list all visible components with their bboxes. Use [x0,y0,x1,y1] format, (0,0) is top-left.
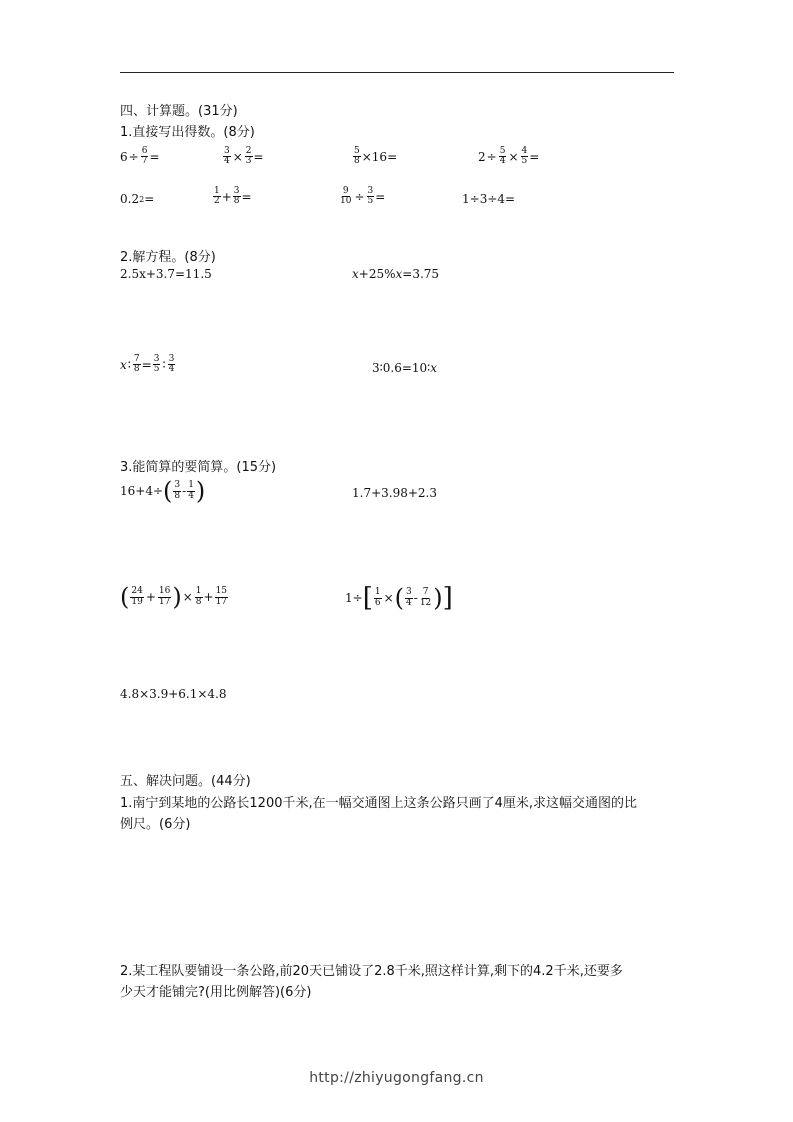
fraction: $\frac{24}{19}$ [131,586,143,607]
fraction: $\frac{3}{8}$ [174,480,181,501]
bracket: ] [442,583,453,613]
fraction: $\frac{6}{7}$ [141,146,148,167]
parenthesis: ( [120,583,130,611]
fraction: $\frac{3}{8}$ [233,186,240,207]
fraction: $\frac{5}{4}$ [499,146,506,167]
q1-expr-6: $\frac{1}{2}$ + $\frac{3}{8}$ = [214,186,252,207]
parenthesis: ( [394,584,405,612]
q3-expr-3: ( $\frac{24}{19}$ + $\frac{16}{17}$ ) × $\frac{1}{8}$ + $\frac{15}{17}$ [120,583,228,611]
fraction: $\frac{3}{4}$ [406,587,412,608]
problem-1-line-1: 1.南宁到某地的公路长1200千米,在一幅交通图上这条公路只画了4厘米,求这幅交通图的比 [120,796,638,811]
q3-expr-1: 16+4÷ ( $\frac{3}{8}$ - $\frac{1}{4}$ ) [120,477,206,505]
fraction: $\frac{3}{5}$ [153,354,160,375]
q2-eq-1: 2.5x+3.7=11.5 [120,267,212,281]
q2-eq-4: 3∶0.6=10∶ x [372,361,438,375]
q3-expr-4: 1÷ [ $\frac{1}{6}$ × ( $\frac{3}{4}$ - $\frac{7}{12}$ ) ] [345,583,453,613]
fraction: $\frac{4}{5}$ [521,146,528,167]
fraction: $\frac{7}{12}$ [419,587,432,608]
section-4-title: 四、计算题。(31分) [120,104,238,119]
footer-url: http://zhiyugongfang.cn [309,1070,484,1086]
problem-2-line-1: 2.某工程队要铺设一条公路,前20天已铺设了2.8千米,照这样计算,剩下的4.2千米,还要多 [120,964,623,979]
fraction: $\frac{2}{3}$ [245,146,252,167]
q3-title: 3.能简算的要简算。(15分) [120,460,277,475]
q3-expr-2: 1.7+3.98+2.3 [352,486,437,500]
q2-eq-2: x +25% x =3.75 [352,267,440,281]
header-rule [120,72,674,73]
q3-expr-5: 4.8×3.9+6.1×4.8 [120,687,227,701]
fraction: $\frac{3}{4}$ [224,146,230,167]
fraction: $\frac{3}{4}$ [168,354,175,375]
parenthesis: ) [433,584,443,612]
q2-eq-3: x ∶ $\frac{7}{8}$ = $\frac{3}{5}$ ∶ $\frac{3}{4}$ [120,354,175,375]
q1-expr-2: $\frac{3}{4}$ × $\frac{2}{3}$ = [224,146,264,167]
fraction: $\frac{9}{10}$ [340,186,352,207]
fraction: $\frac{16}{17}$ [158,586,171,607]
problem-1-line-2: 例尺。(6分) [120,817,191,832]
problem-2-line-2: 少天才能铺完?(用比例解答)(6分) [120,985,312,1000]
parenthesis: ) [195,477,206,505]
fraction: $\frac{3}{5}$ [367,186,374,207]
q1-expr-4: 2 ÷ $\frac{5}{4}$ × $\frac{4}{5}$ = [478,146,540,167]
fraction: $\frac{1}{6}$ [374,587,381,608]
section-5-title: 五、解决问题。(44分) [120,774,251,789]
fraction: $\frac{1}{8}$ [195,586,202,607]
fraction: $\frac{15}{17}$ [215,586,228,607]
q1-expr-1: 6 ÷ $\frac{6}{7}$ = [120,146,160,167]
fraction: $\frac{1}{2}$ [214,186,220,207]
bracket: [ [362,583,373,613]
q1-expr-5: 0.2 2 = [120,192,155,206]
fraction: $\frac{1}{4}$ [188,480,194,501]
parenthesis: ) [172,583,182,611]
q1-expr-3: $\frac{5}{8}$ ×16 = [354,146,398,167]
q2-title: 2.解方程。(8分) [120,250,216,265]
q1-expr-8: 1÷3÷4= [462,192,516,206]
fraction: $\frac{5}{8}$ [354,146,360,167]
q1-title: 1.直接写出得数。(8分) [120,125,255,140]
parenthesis: ( [163,477,173,505]
fraction: $\frac{7}{8}$ [133,354,140,375]
q1-expr-7: $\frac{9}{10}$ ÷ $\frac{3}{5}$ = [340,186,386,207]
